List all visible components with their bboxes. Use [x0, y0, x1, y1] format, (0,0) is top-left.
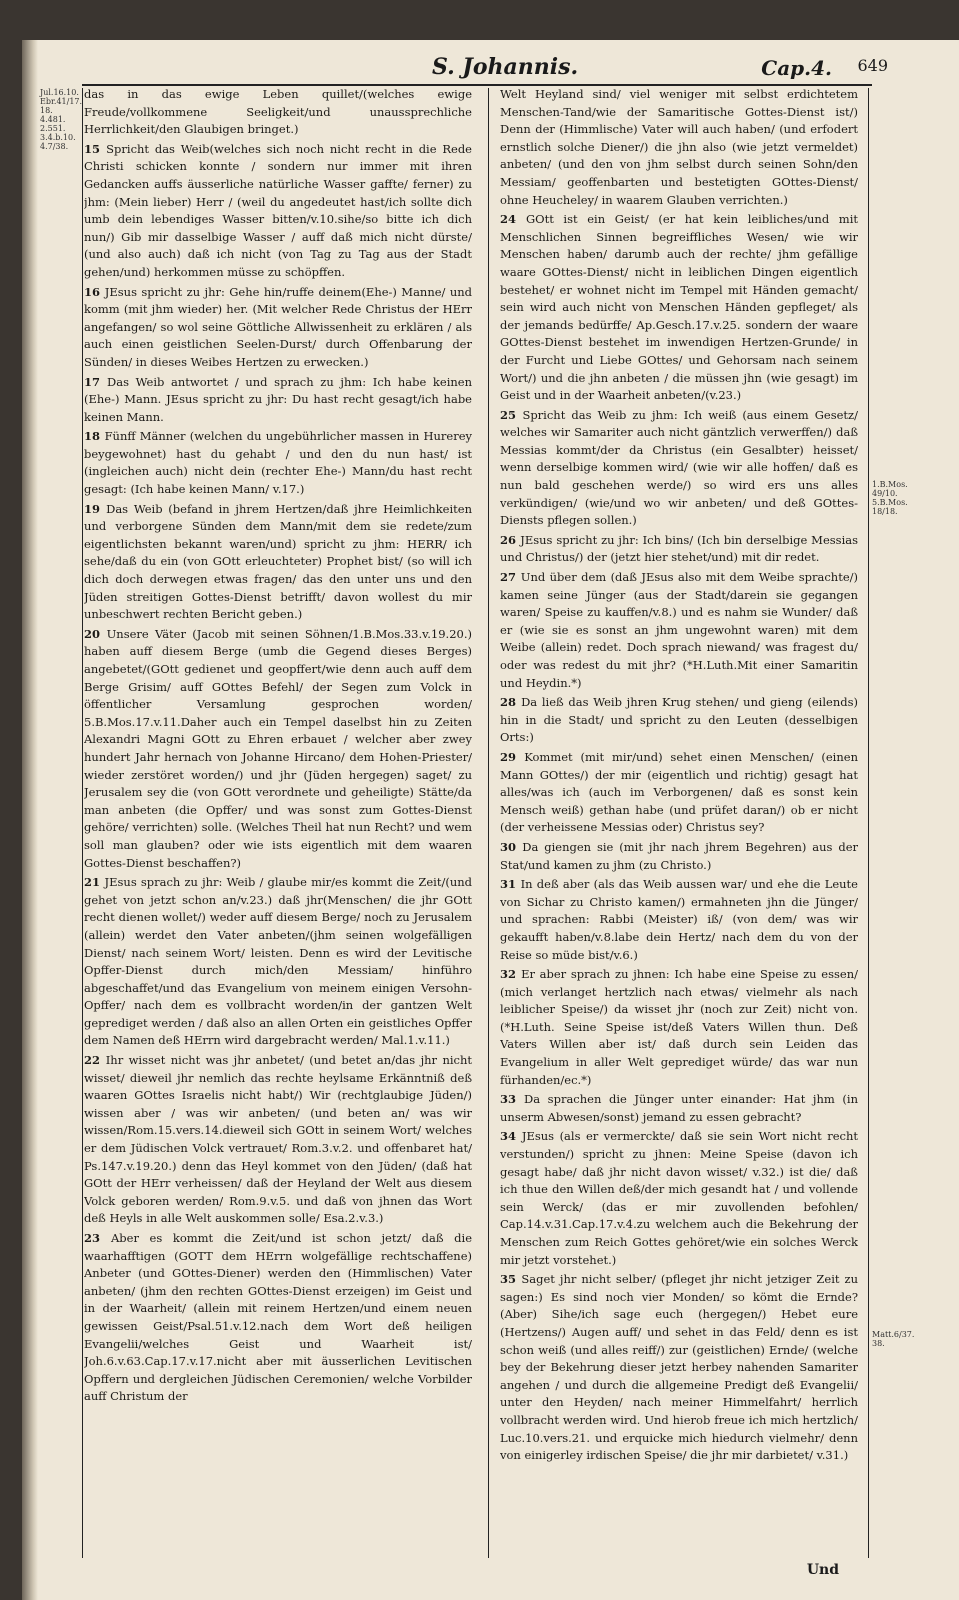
verse-number: 23 [84, 1231, 111, 1245]
running-header [82, 54, 888, 86]
verse-text: GOtt ist ein Geist/ (er hat kein leibliches/und mit Menschlichen Sinnen begreiffliches Wesen/ wie wir Menschen haben/ darumb auch der rechte/ jhm gefällige waare GOttes-Dienst/ nicht in leiblichen Dingen eigentlich bestehet/ er wohnet nicht im Tempel mit Händen gemacht/ sein wird auch nicht von Menschen Händen gepfleget/ als der jemands bedürffe/ Ap.Gesch.17.v.25. sondern der waare GOttes-Dienst bestehet im inwendigen Hertzen-Grunde/ in der Furcht und Liebe GOttes/ und Gehorsam nach seinem Wort/) und die jhn anbeten / die müssen jhn (wie gesagt) im Geist und in der Waarheit anbeten/(v.23.) [500, 212, 858, 403]
verse-paragraph [84, 374, 472, 427]
verse-text: JEsus sprach zu jhr: Weib / glaube mir/es kommt die Zeit/(und gehet von jetzt schon an/v.23.) daß jhr(Menschen/ die jhr GOtt recht dienen wollet/) weder auff diesem Berge/ noch zu Jerusalem (allein) werdet den Vater anbeten/(jhm seinen wolgefälligen Dienst/ nach seinem Wort/ leisten. Denn es wird der Levitische Opffer-Dienst durch mich/den Messiam/ hinführo abgeschaffet/und das Evangelium von meinem einigen Versohn-Opffer/ nach dem es vollbracht worden/in der gantzen Welt geprediget werden / daß also an allen Orten ein geistliches Opffer dem Namen deß HErrn wird dargebracht werden/ Mal.1.v.11.) [84, 875, 472, 1048]
verse-number: 20 [84, 626, 107, 641]
margin-note-left: Jul.16.10. Ebr.41/17. 18. 4.481. 2.551. 3.4.b.10. 4.7/38. [40, 88, 83, 151]
verse-text: Fünff Männer (welchen du ungebührlicher massen in Hurerey beygewohnet) hast du gehabt / und den du nun hast/ ist (ingleichen auch) nicht dein (rechter Ehe-) Mann/du hast recht gesagt: (Ich habe keinen Mann/ v.17.) [84, 429, 472, 497]
verse-paragraph [500, 839, 858, 874]
verse-text: Und über dem (daß JEsus also mit dem Weibe sprachte/) kamen seine Jünger (aus der Stadt/darein sie gegangen waren/ Speise zu kauffen/v.8.) und es nahm sie Wunder/ daß er (wie sie es sonst an jhm ungewohnt waren) mit dem Weibe (allein) redet. Doch sprach niewand/ was fragest du/ oder was redest du mit jhr? (*H.Luth.Mit einer Samaritin und Heydin.*) [500, 570, 858, 690]
margin-note-right-messias: 1.B.Mos. 49/10. 5.B.Mos. 18/18. [872, 480, 908, 516]
verse-text: In deß aber (als das Weib aussen war/ und ehe die Leute von Sichar zu Christo kamen/) ermahneten jhn die Jünger/ und sprachen: Rabbi (Meister) iß/ (von dem/ was wir gekaufft haben/v.8.labe dein Hertz/ nach dem du von der Reise so müde bist/v.6.) [500, 877, 858, 962]
verse-paragraph [500, 694, 858, 747]
verse-paragraph [500, 211, 858, 405]
verse-paragraph [84, 626, 472, 872]
verse-number: 25 [500, 407, 523, 422]
verse-number: 24 [500, 212, 526, 227]
header-chapter: Cap.4. [761, 56, 832, 80]
verse-number: 33 [500, 1092, 524, 1107]
verse-number: 32 [500, 967, 522, 982]
verse-paragraph [84, 428, 472, 498]
right-column-rule [868, 88, 869, 1558]
verse-text: Ihr wisset nicht was jhr anbetet/ (und betet an/das jhr nicht wisset/ dieweil jhr nemlich das rechte heylsame Erkänntniß deß waaren GOttes Israelis nicht habt/) Wir (rechtglaubige Jüden/) wissen aber / was wir anbeten/ (und beten an/ was wir wissen/Rom.15.vers.14.dieweil sich GOtt in seinem Wort/ welches er dem Jüdischen Volck vertrauet/ Rom.3.v.2. und offenbaret hat/ Ps.147.v.19.20.) denn das Heyl kommet von den Jüden/ (daß hat GOtt der HErr verheissen/ daß der Heyland der Welt aus diesem Volck geboren werden/ Rom.9.v.5. und daß von jhnen das Wort deß Heyls in alle Welt auskommen solle/ Esa.2.v.3.) [84, 1053, 472, 1226]
right-text-column [500, 86, 858, 1566]
verse-text: Da ließ das Weib jhren Krug stehen/ und gieng (eilends) hin in die Stadt/ und spricht zu den Leuten (desselbigen Orts:) [500, 695, 858, 745]
gutter-shadow [22, 40, 38, 1600]
verse-paragraph [500, 569, 858, 692]
verse-text: Spricht das Weib(welches sich noch nicht recht in die Rede Christi schicken konnte / sondern nur immer mit ihren Gedancken auffs äusserliche natürliche Wasser gaffte/ ferner) zu jhm: (Mein lieber) Herr / (weil du angedeutet hast/ich sollte dich umb dein lebendiges Wasser bitten/v.10.sihe/so bitte ich dich nun/) Gib mir dasselbige Wasser / auff daß mich nicht dürste/ (und also auch) daß ich nicht (von Tag zu Tag aus der Stadt gehen/und) herkommen müsse zu schöpffen. [84, 141, 472, 279]
verse-text: das in das ewige Leben quillet/(welches ewige Freude/vollkommene Seeligkeit/und unaussprechliche Herrlichkeit/den Glaubigen bringet.) [84, 87, 472, 137]
verse-text: Das Weib antwortet / und sprach zu jhm: Ich habe keinen (Ehe-) Mann. JEsus spricht zu jhr: Du hast recht gesagt/ich habe keinen Mann. [84, 374, 472, 424]
verse-number: 16 [84, 284, 105, 299]
middle-column-rule [488, 88, 489, 1558]
verse-text: JEsus (als er vermerckte/ daß sie sein Wort nicht recht verstunden/) spricht zu jhnen: Meine Speise (davon ich gesagt habe/ daß jhr nicht davon wisset/ v.32.) ist die/ daß ich thue den Willen deß/der mich gesandt hat / und vollende sein Werck/ (das er mir zuvollenden befohlen/ Cap.14.v.31.Cap.17.v.4.zu welchem auch die Bekehrung der Menschen zum Reich Gottes gehöret/wie ein solches Werck mir jetzt vorstehet.) [500, 1129, 858, 1267]
verse-number: 35 [500, 1272, 522, 1287]
page-number: 649 [857, 56, 888, 75]
verse-number: 30 [500, 839, 523, 854]
verse-paragraph [84, 1230, 472, 1406]
verse-text: JEsus spricht zu jhr: Gehe hin/ruffe deinem(Ehe-) Manne/ und komm (mit jhm wieder) her. (Mit welcher Rede Christus der HErr angefangen/ so wol seine Göttliche Allwissenheit zu erklären / als auch einen geistlichen Seelen-Durst/ durch Offenbarung der Sünden/ in dieses Weibes Hertzen zu erwecken.) [84, 284, 472, 369]
verse-paragraph [500, 86, 858, 209]
verse-paragraph [500, 1128, 858, 1269]
verse-paragraph [500, 1271, 858, 1465]
verse-number: 21 [84, 875, 105, 890]
verse-paragraph [84, 86, 472, 139]
verse-text: Kommet (mit mir/und) sehet einen Menschen/ (einen Mann GOttes/) der mir (eigentlich und richtig) gesagt hat alles/was ich (auch im Verborgenen/ daß es sonst kein Mensch weiß) gethan habe (und prüfet daran/) ob er nicht (der verheissene Messias oder) Christus sey? [500, 749, 858, 835]
left-column-rule [82, 88, 83, 1558]
verse-text: JEsus spricht zu jhr: Ich bins/ (Ich bin derselbige Messias und Christus/) der (jetzt hier stehet/und) mit dir redet. [500, 532, 858, 565]
catchword: Und [806, 1562, 839, 1578]
verse-number: 17 [84, 374, 107, 389]
verse-text: Da sprachen die Jünger unter einander: Hat jhm (in unserm Abwesen/sonst) jemand zu essen gebracht? [500, 1092, 858, 1124]
verse-paragraph [500, 876, 858, 964]
header-title: S. Johannis. [432, 54, 579, 80]
left-text-column [84, 86, 472, 1566]
verse-number: 22 [84, 1053, 106, 1068]
margin-note-right-matt: Matt.6/37. 38. [872, 1330, 915, 1348]
book-page [22, 40, 959, 1600]
verse-number: 29 [500, 749, 525, 764]
verse-number: 15 [84, 141, 107, 156]
verse-paragraph [84, 501, 472, 624]
verse-text: Das Weib (befand in jhrem Hertzen/daß jhre Heimlichkeiten und verborgene Sünden dem Mann/mit dem sie redete/zum eigentlichsten bekannt waren/und) spricht zu jhm: HERR/ ich sehe/daß du ein (von GOtt erleuchteter) Prophet bist/ (so will ich dich doch derwegen etwas fragen/ das den unter uns und den Jüden streitigen Gottes-Dienst betrifft/ davon wollest du mir unbeschwert rechten Bericht geben.) [84, 501, 472, 622]
verse-number: 26 [500, 532, 521, 547]
verse-paragraph [500, 749, 858, 837]
verse-text: Spricht das Weib zu jhm: Ich weiß (aus einem Gesetz/ welches wir Samariter auch nicht gäntzlich verwerffen/) daß Messias kommt/der da Christus (ein Gesalbter) heisset/ wenn derselbige kommen wird/ (wie wir alle hoffen/ daß es nun bald geschehen werde/) so wird ers uns alles verkündigen/ (wie/und wo wir anbeten/ und deß GOttes-Diensts pflegen sollen.) [500, 407, 858, 528]
verse-number: 34 [500, 1129, 522, 1144]
verse-number: 28 [500, 695, 522, 710]
verse-text: Welt Heyland sind/ viel weniger mit selbst erdichtetem Menschen-Tand/wie der Samaritische Gottes-Dienst ist/) Denn der (Himmlische) Vater will auch haben/ (und erfodert ernstlich solche Diener/) die jhn also (wie jetzt vermeldet) anbeten/ (und den von jhm selbst durch seinen Sohn/den Messiam/ geoffenbarten und bestetigten GOttes-Dienst/ ohne Heucheley/ in waarem Glauben verrichten.) [500, 87, 858, 207]
verse-number: 19 [84, 501, 107, 516]
verse-text: Saget jhr nicht selber/ (pfleget jhr nicht jetziger Zeit zu sagen:) Es sind noch vier Monden/ so kömt die Ernde? (Aber) Sihe/ich sage euch (hergegen/) Hebet eure (Hertzens/) Augen auff/ und sehet in das Feld/ denn es ist schon weiß (und alles reiff/) zur (geistlichen) Ernde/ (welche bey der Bekehrung dieser jetzt herbey nahenden Samariter angehen / und durch die allgemeine Predigt deß Evangelii/ unter den Heyden/ nach meiner Himmelfahrt/ herrlich vollbracht werden wird. Und hierob freue ich mich hertzlich/ Luc.10.vers.21. und erquicke mich hiedurch vielmehr/ denn von einigerley irdischen Speise/ die jhr mir darbietet/ v.31.) [500, 1272, 858, 1463]
verse-paragraph [84, 141, 472, 282]
verse-number: 27 [500, 570, 521, 585]
verse-paragraph [500, 407, 858, 530]
verse-text: Er aber sprach zu jhnen: Ich habe eine Speise zu essen/ (mich verlanget hertzlich nach etwas/ vielmehr als nach leiblicher Speise/) da wisset jhr (noch zur Zeit) nicht von. (*H.Luth. Seine Speise ist/deß Vaters Willen thun. Deß Vaters Willen aber ist/ daß durch sein Leiden das Evangelium in aller Welt geprediget würde/ das war nun fürhanden/ec.*) [500, 967, 858, 1087]
verse-text: Da giengen sie (mit jhr nach jhrem Begehren) aus der Stat/und kamen zu jhm (zu Christo.) [500, 839, 858, 872]
verse-paragraph [500, 966, 858, 1089]
verse-text: Unsere Väter (Jacob mit seinen Söhnen/1.B.Mos.33.v.19.20.) haben auff diesem Berge (umb die Gegend dieses Berges) angebetet/(GOtt gedienet und geopffert/wie denn auch auff dem Berge Grisim/ auff GOttes Befehl/ der Segen zum Volck in öffentlicher Versamlung gesprochen worden/ 5.B.Mos.17.v.11.Daher auch ein Tempel daselbst hin zu Zeiten Alexandri Magni GOtt zu Ehren erbauet / welcher aber zwey hundert Jahr hernach von Johanne Hircano/ dem Hohen-Priester/ wieder zerstöret worden/) und jhr (Jüden hergegen) saget/ zu Jerusalem sey die (von GOtt verordnete und geheiligte) Stätte/da man anbeten (die Opffer/ und was sonst zum Gottes-Dienst gehöre/ verrichten) solle. (Welches Theil hat nun Recht? und wem soll man glauben? oder wie ists eigentlich mit dem waaren Gottes-Dienst beschaffen?) [84, 626, 472, 870]
verse-paragraph [500, 532, 858, 567]
verse-number: 18 [84, 429, 105, 444]
verse-text: Aber es kommt die Zeit/und ist schon jetzt/ daß die waarhafftigen (GOTT dem HErrn wolgefällige rechtschaffene) Anbeter (und GOttes-Diener) werden den (Himmlischen) Vater anbeten/ (jhm den rechten GOttes-Dienst erzeigen) im Geist und in der Waarheit/ (allein mit reinem Hertzen/und einem neuen gewissen Geist/Psal.51.v.12.nach dem Wort deß heiligen Evangelii/welches Geist und Waarheit ist/ Joh.6.v.63.Cap.17.v.17.nicht aber mit äusserlichen Levitischen Opffern und dergleichen Jüdischen Ceremonien/ welche Vorbilder auff Christum der [84, 1231, 472, 1404]
verse-paragraph [84, 1052, 472, 1228]
verse-paragraph [84, 284, 472, 372]
verse-paragraph [500, 1091, 858, 1126]
verse-number: 31 [500, 877, 521, 892]
verse-paragraph [84, 874, 472, 1050]
